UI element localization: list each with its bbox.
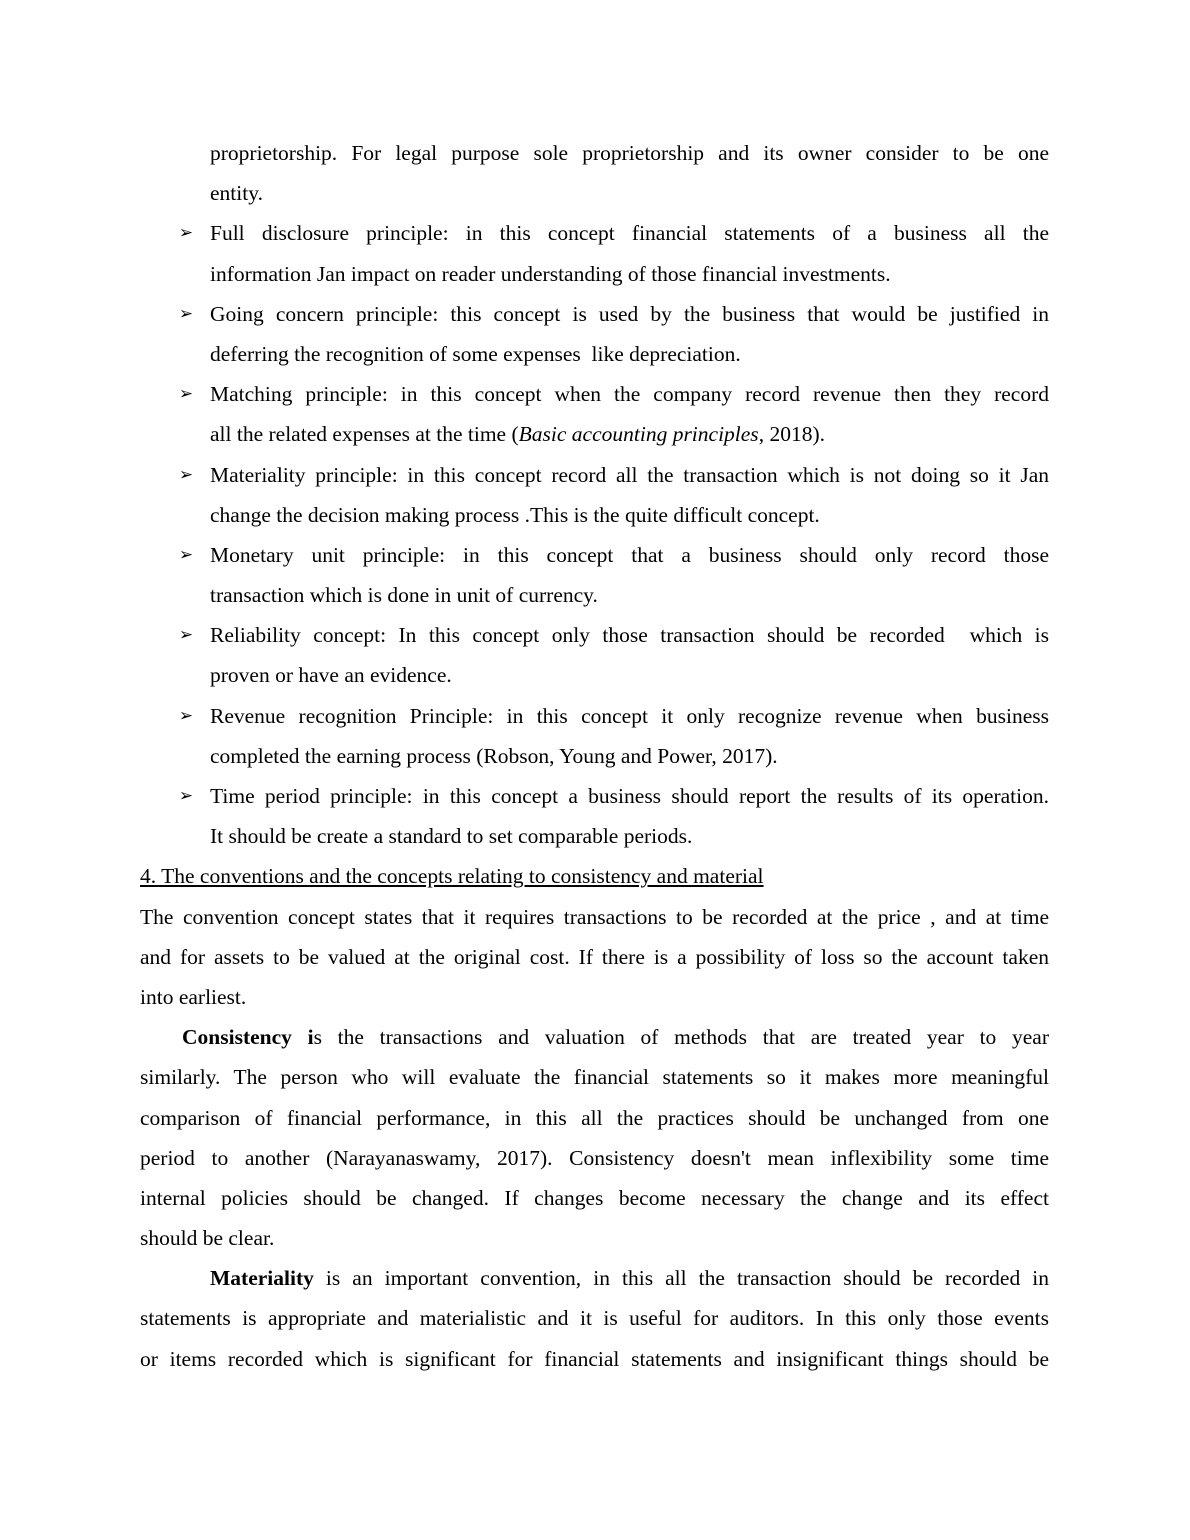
text-line: statements is appropriate and materialistic and it is useful for auditors. In this only those events xyxy=(140,1306,1049,1331)
text-span: s the transactions and valuation of methods that are treated year to year xyxy=(313,1025,1049,1050)
principles-list xyxy=(140,213,1049,856)
arrow-bullet-icon: ➢ xyxy=(178,625,194,646)
text-line xyxy=(140,1258,1049,1298)
intro-paragraph xyxy=(140,897,1049,1018)
arrow-bullet-icon: ➢ xyxy=(178,384,194,405)
text-span: all the related expenses at the time ( xyxy=(210,422,519,447)
list-item xyxy=(140,696,1049,776)
arrow-bullet-icon: ➢ xyxy=(178,464,194,485)
text-line: deferring the recognition of some expenses like depreciation. xyxy=(210,341,741,366)
list-item xyxy=(140,455,1049,535)
text-line: completed the earning process (Robson, Young and Power, 2017). xyxy=(210,743,778,768)
text-line: Monetary unit principle: in this concept that a business should only record those xyxy=(210,542,1049,567)
citation-title: Basic accounting principles xyxy=(518,422,759,447)
text-line: Reliability concept: In this concept only those transaction should be recorded which is xyxy=(210,623,1049,648)
text-line xyxy=(210,414,1049,454)
bold-term: Materiality xyxy=(210,1266,314,1291)
list-item xyxy=(140,294,1049,374)
text-line: It should be create a standard to set comparable periods. xyxy=(210,824,693,849)
text-line: or items recorded which is significant for financial statements and insignificant things should be xyxy=(140,1346,1049,1371)
text-line: comparison of financial performance, in this all the practices should be unchanged from one xyxy=(140,1105,1049,1130)
text-line: entity. xyxy=(210,181,263,206)
arrow-bullet-icon: ➢ xyxy=(178,223,194,244)
continuation-paragraph xyxy=(140,133,1049,213)
text-line: period to another (Narayanaswamy, 2017). Consistency doesn't mean inflexibility some time xyxy=(140,1145,1049,1170)
consistency-paragraph xyxy=(140,1017,1049,1258)
list-item xyxy=(140,535,1049,615)
text-line: into earliest. xyxy=(140,984,247,1009)
text-line: and for assets to be valued at the original cost. If there is a possibility of loss so the account taken xyxy=(140,944,1049,969)
text-line xyxy=(140,1017,1049,1057)
text-line: change the decision making process .This is the quite difficult concept. xyxy=(210,502,820,527)
text-line: Time period principle: in this concept a business should report the results of its operation. xyxy=(210,784,1049,808)
bold-term: Consistency i xyxy=(182,1025,314,1050)
text-line: information Jan impact on reader understanding of those financial investments. xyxy=(210,261,891,286)
text-span: , 2018). xyxy=(758,422,825,447)
text-line: Going concern principle: this concept is used by the business that would be justified in xyxy=(210,301,1049,326)
list-item xyxy=(140,776,1049,856)
section-heading: 4. The conventions and the concepts relating to consistency and material xyxy=(140,864,764,889)
list-item xyxy=(140,615,1049,695)
text-line: internal policies should be changed. If changes become necessary the change and its effect xyxy=(140,1185,1049,1210)
arrow-bullet-icon: ➢ xyxy=(178,705,194,726)
text-span: is an important convention, in this all the transaction should be recorded in xyxy=(313,1266,1049,1291)
text-line: should be clear. xyxy=(140,1226,275,1251)
list-item xyxy=(140,213,1049,293)
text-line: Matching principle: in this concept when the company record revenue then they record xyxy=(210,382,1049,407)
text-line: transaction which is done in unit of currency. xyxy=(210,583,598,608)
text-line: The convention concept states that it requires transactions to be recorded at the price , and at time xyxy=(140,904,1049,929)
arrow-bullet-icon: ➢ xyxy=(178,544,194,565)
text-line: Revenue recognition Principle: in this concept it only recognize revenue when business xyxy=(210,703,1049,728)
materiality-paragraph xyxy=(140,1258,1049,1379)
arrow-bullet-icon: ➢ xyxy=(178,303,194,324)
text-line: Full disclosure principle: in this concept financial statements of a business all the xyxy=(210,221,1049,246)
list-item xyxy=(140,374,1049,454)
arrow-bullet-icon: ➢ xyxy=(178,786,194,806)
text-line: proprietorship. For legal purpose sole proprietorship and its owner consider to be one xyxy=(210,141,1049,165)
document-page xyxy=(140,133,1049,1379)
text-line: proven or have an evidence. xyxy=(210,663,452,688)
text-line: similarly. The person who will evaluate the financial statements so it makes more meaningful xyxy=(140,1065,1049,1090)
text-line: Materiality principle: in this concept record all the transaction which is not doing so it Jan xyxy=(210,462,1049,487)
